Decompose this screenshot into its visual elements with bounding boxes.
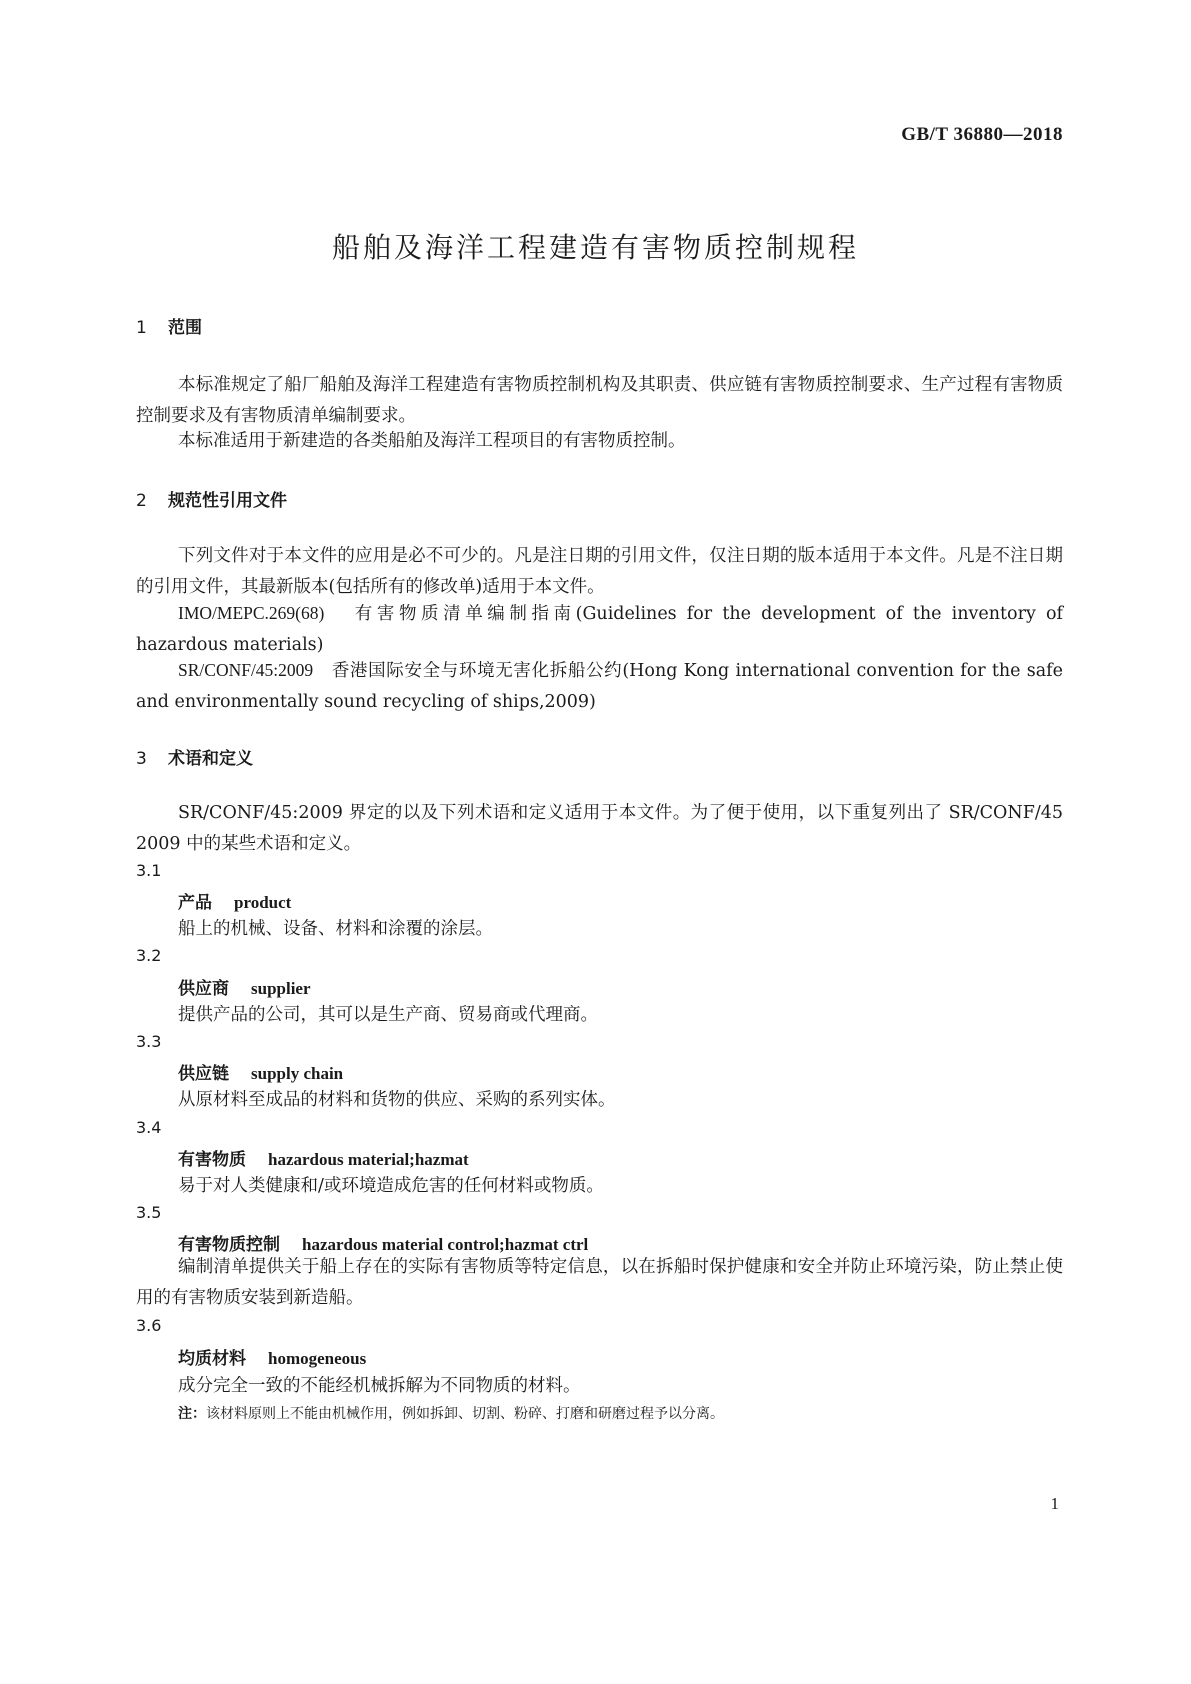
term-en: product — [234, 893, 292, 912]
term-number: 3.6 — [136, 1316, 162, 1335]
paragraph: 本标准适用于新建造的各类船舶及海洋工程项目的有害物质控制。 — [178, 431, 686, 451]
term-zh: 供应链 — [178, 1064, 229, 1084]
note-text: 该材料原则上不能由机械作用，例如拆卸、切割、粉碎、打磨和研磨过程予以分离。 — [206, 1406, 724, 1422]
standard-code: GB/T 36880—2018 — [901, 124, 1063, 145]
term-definition: 成分完全一致的不能经机械拆解为不同物质的材料。 — [178, 1376, 581, 1396]
section-title: 术语和定义 — [168, 749, 253, 769]
term-number: 3.3 — [136, 1032, 162, 1051]
reference-id: SR/CONF/45:2009 — [178, 660, 314, 680]
term-zh: 有害物质 — [178, 1150, 246, 1170]
term-definition: 提供产品的公司，其可以是生产商、贸易商或代理商。 — [178, 1005, 598, 1025]
term-number: 3.4 — [136, 1118, 162, 1137]
reference-entry — [136, 598, 1063, 661]
paragraph: 下列文件对于本文件的应用是必不可少的。凡是注日期的引用文件，仅注日期的版本适用于本文件。凡是不注日期的引用文件，其最新版本(包括所有的修改单)适用于本文件。 — [136, 546, 1063, 597]
reference-entry — [136, 655, 1063, 718]
term-definition: 船上的机械、设备、材料和涂覆的涂层。 — [178, 919, 493, 939]
term-en: homogeneous — [268, 1349, 367, 1368]
term-en: hazardous material;hazmat — [268, 1150, 469, 1169]
reference-text: 香港国际安全与环境无害化拆船公约(Hong Kong international convention for the safe and environmentally sound recycling of ships,2009) — [136, 661, 1063, 712]
section-heading-normative-references — [136, 486, 287, 511]
term-name — [178, 974, 311, 999]
term-definition: 从原材料至成品的材料和货物的供应、采购的系列实体。 — [178, 1090, 616, 1110]
term-zh: 有害物质控制 — [178, 1235, 280, 1255]
section-heading-scope — [136, 313, 202, 338]
term-en: supply chain — [251, 1064, 344, 1083]
term-number: 3.1 — [136, 861, 162, 880]
reference-id: IMO/MEPC.269(68) — [178, 603, 325, 623]
note-label: 注： — [178, 1406, 206, 1422]
section-number: 3 — [136, 749, 147, 769]
section-title: 规范性引用文件 — [168, 491, 287, 511]
term-number: 3.5 — [136, 1203, 162, 1222]
reference-text: 有害物质清单编制指南(Guidelines for the development of the inventory of hazardous materials) — [136, 604, 1063, 655]
paragraph: 本标准规定了船厂船舶及海洋工程建造有害物质控制机构及其职责、供应链有害物质控制要求、生产过程有害物质控制要求及有害物质清单编制要求。 — [136, 375, 1063, 426]
term-zh: 供应商 — [178, 979, 229, 999]
page-number: 1 — [1050, 1494, 1059, 1513]
term-zh: 产品 — [178, 893, 212, 913]
term-name — [178, 1059, 343, 1084]
section-number: 2 — [136, 491, 147, 511]
term-name — [178, 888, 291, 913]
term-definition: 易于对人类健康和/或环境造成危害的任何材料或物质。 — [178, 1176, 604, 1196]
term-number: 3.2 — [136, 946, 162, 965]
section-title: 范围 — [168, 318, 202, 338]
term-name — [178, 1344, 366, 1369]
section-number: 1 — [136, 318, 147, 338]
document-title: 船舶及海洋工程建造有害物质控制规程 — [331, 231, 859, 264]
term-zh: 均质材料 — [178, 1349, 246, 1369]
paragraph: SR/CONF/45:2009 界定的以及下列术语和定义适用于本文件。为了便于使用，以下重复列出了 SR/CONF/45 2009 中的某些术语和定义。 — [136, 803, 1063, 854]
term-en: supplier — [251, 979, 311, 998]
term-definition: 编制清单提供关于船上存在的实际有害物质等特定信息，以在拆船时保护健康和安全并防止环境污染，防止禁止使用的有害物质安装到新造船。 — [136, 1257, 1063, 1308]
term-name — [178, 1145, 469, 1170]
term-en: hazardous material control;hazmat ctrl — [302, 1235, 589, 1254]
term-note — [178, 1403, 724, 1423]
section-heading-terms — [136, 744, 253, 769]
